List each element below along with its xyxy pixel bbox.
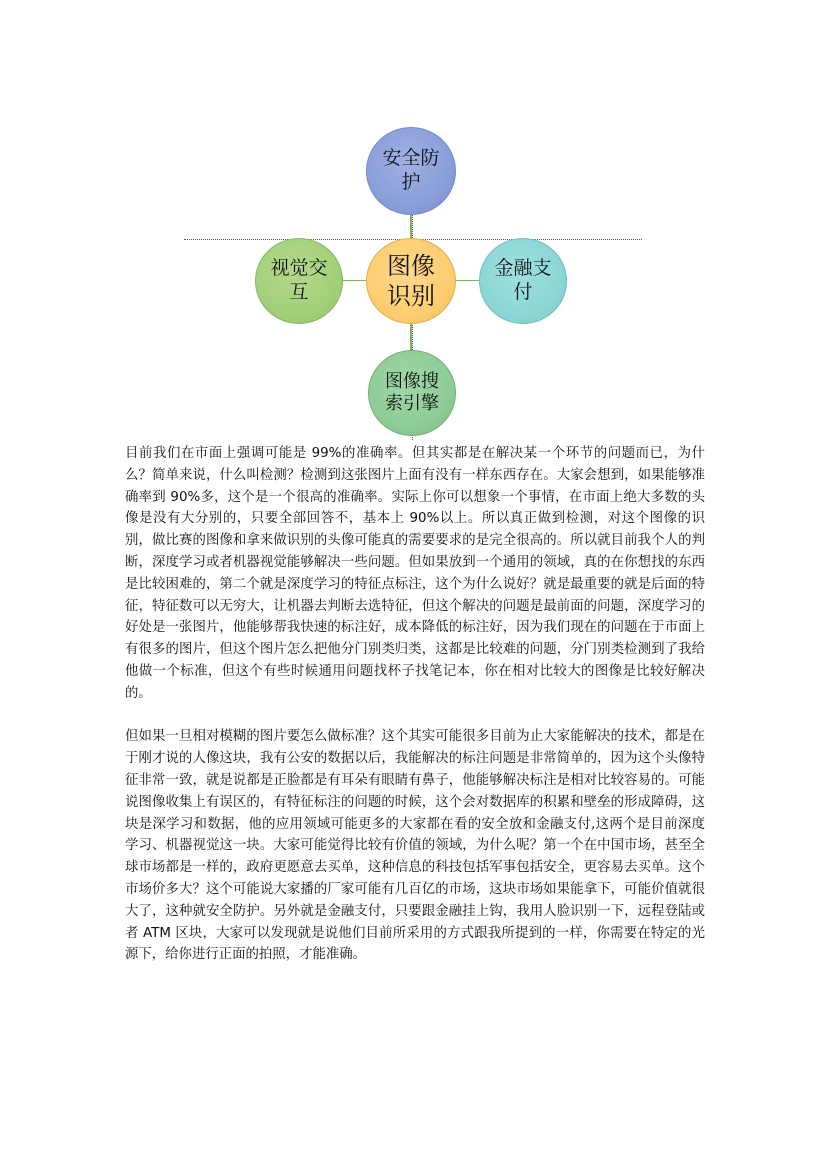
connector-left	[342, 280, 367, 281]
body-text	[125, 443, 705, 966]
node-finance-label: 金融支付	[494, 257, 552, 303]
paragraph-2: 但如果一旦相对模糊的图片要怎么做标准？这个其实可能很多目前为止大家能解决的技术，都是在于刚才说的人像这块，我有公安的数据以后，我能解决的标注问题是非常简单的，因为这个头像特征非常一致，就是说都是正脸都是有耳朵有眼睛有鼻子，他能够解决标注是相对比较容易的。可能说图像收集上有误区的，有特征标注的问题的时候，这个会对数据库的积累和壁垒的形成障碍，这块是深学习和数据，他的应用领域可能更多的大家都在看的安全放和金融支付,这两个是目前深度学习、机器视觉这一块。大家可能觉得比较有价值的领域，为什么呢？第一个在中国市场，甚至全球市场都是一样的，政府更愿意去买单，这种信息的科技包括军事包括安全，更容易去买单。这个市场价多大？这个可能说大家播的厂家可能有几百亿的市场，这块市场如果能拿下，可能价值就很大了，这种就安全防护。另外就是金融支付，只要跟金融挂上钩，我用人脸识别一下，远程登陆或者 ATM 区块，大家可以发现就是说他们目前所采用的方式跟我所提到的一样，你需要在特定的光源下，给你进行正面的拍照，才能准确。	[125, 729, 705, 963]
node-security-label: 安全防护	[382, 147, 440, 193]
node-search-label: 图像搜索引擎	[385, 370, 439, 414]
mind-map-diagram	[0, 0, 827, 445]
paragraph-1: 目前我们在市面上强调可能是 99%的准确率。但其实都是在解决某一个环节的问题而已，为什么？简单来说，什么叫检测？检测到这张图片上面有没有一样东西存在。大家会想到，如果能够准确率到 90%多，这个是一个很高的准确率。实际上你可以想象一个事情，在市面上绝大多数的头像是没有大分别的，只要全部回答不，基本上 90%以上。所以真正做到检测，对这个图像的识别，做比赛的图像和拿来做识别的头像可能真的需要要求的是完全很高的。所以就目前我个人的判断，深度学习或者机器视觉能够解决一些问题。但如果放到一个通用的领域，真的在你想找的东西是比较困难的，第二个就是深度学习的特征点标注，这个为什么说好？就是最重要的就是后面的特征，特征数可以无穷大，让机器去判断去选特征，但这个解决的问题是最前面的问题，深度学习的好处是一张图片，他能够帮我快速的标注好，成本降低的标注好，因为我们现在的问题在于市面上有很多的图片，但这个图片怎么把他分门别类归类，这都是比较难的问题，分门别类检测到了我给他做一个标准，但这个有些时候通用问题找杯子找笔记本，你在相对比较大的图像是比较好解决的。	[125, 446, 705, 701]
node-vision-label: 视觉交互	[270, 257, 328, 303]
node-finance-payment	[479, 238, 567, 324]
connector-right	[455, 280, 480, 281]
node-image-recognition	[366, 238, 456, 324]
node-image-search-engine	[368, 350, 456, 436]
connector-top	[410, 214, 412, 239]
connector-bottom	[410, 323, 412, 351]
node-vision-interaction	[255, 238, 343, 324]
node-center-label: 图像识别	[387, 252, 435, 310]
node-security	[366, 127, 456, 215]
